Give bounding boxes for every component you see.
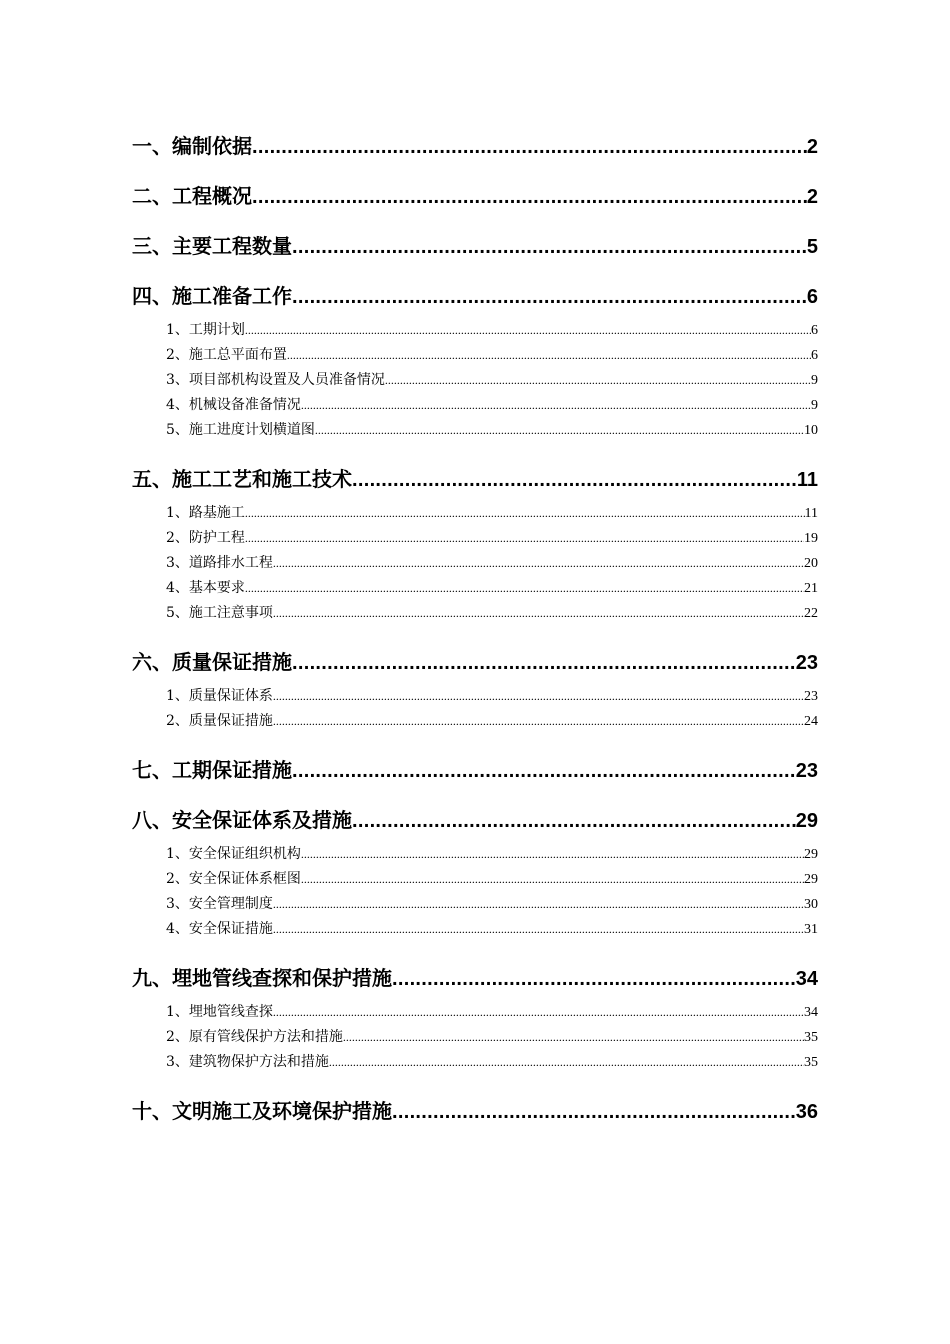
toc-leader-dots <box>252 133 807 160</box>
toc-leader-dots <box>273 601 804 626</box>
toc-leader-dots <box>273 551 804 576</box>
toc-leader-dots <box>273 684 804 709</box>
toc-subsection-8-1[interactable] <box>132 842 818 867</box>
toc-section-1[interactable] <box>132 132 818 160</box>
toc-section-title: 九、埋地管线查探和保护措施 <box>132 966 392 990</box>
toc-subsection-page: 20 <box>804 556 818 571</box>
toc-section-5[interactable] <box>132 465 818 493</box>
toc-section-page: 23 <box>795 760 818 782</box>
toc-subsection-page: 6 <box>811 323 818 338</box>
toc-leader-dots <box>273 709 804 734</box>
toc-section-6[interactable] <box>132 648 818 676</box>
toc-subsection-page: 31 <box>804 922 818 937</box>
toc-leader-dots <box>385 368 811 393</box>
toc-subsection-page: 29 <box>804 872 818 887</box>
toc-subsection-page: 35 <box>804 1055 818 1070</box>
toc-subsection-page: 19 <box>804 531 818 546</box>
toc-subsection-page: 11 <box>804 506 818 521</box>
toc-leader-dots <box>352 807 796 834</box>
toc-subsection-8-4[interactable] <box>132 917 818 942</box>
toc-subsection-title: 3、建筑物保护方法和措施 <box>166 1054 329 1070</box>
toc-subsection-title: 2、原有管线保护方法和措施 <box>166 1029 343 1045</box>
toc-subsection-page: 35 <box>804 1030 818 1045</box>
toc-subsection-4-4[interactable] <box>132 393 818 418</box>
toc-subsection-4-1[interactable] <box>132 318 818 343</box>
toc-subsection-4-5[interactable] <box>132 418 818 443</box>
toc-subsection-page: 24 <box>804 714 818 729</box>
toc-section-7[interactable] <box>132 756 818 784</box>
toc-subsection-title: 4、基本要求 <box>166 580 245 596</box>
toc-subsection-5-1[interactable] <box>132 501 818 526</box>
toc-leader-dots <box>252 183 807 210</box>
toc-section-page: 2 <box>806 186 818 208</box>
toc-section-title: 二、工程概况 <box>132 184 252 208</box>
toc-subsection-page: 10 <box>804 423 818 438</box>
toc-subsection-title: 2、质量保证措施 <box>166 713 273 729</box>
toc-leader-dots <box>343 1025 804 1050</box>
toc-leader-dots <box>287 343 811 368</box>
toc-subsection-8-2[interactable] <box>132 867 818 892</box>
toc-subsection-title: 3、项目部机构设置及人员准备情况 <box>166 372 385 388</box>
toc-subsection-title: 1、路基施工 <box>166 505 245 521</box>
toc-leader-dots <box>315 418 804 443</box>
toc-section-page: 11 <box>796 469 818 491</box>
toc-subsection-page: 34 <box>804 1005 818 1020</box>
toc-section-title: 四、施工准备工作 <box>132 284 292 308</box>
toc-section-page: 29 <box>795 810 818 832</box>
toc-subsection-title: 2、施工总平面布置 <box>166 347 287 363</box>
toc-subsection-9-2[interactable] <box>132 1025 818 1050</box>
toc-section-title: 七、工期保证措施 <box>132 758 292 782</box>
toc-section-8[interactable] <box>132 806 818 834</box>
toc-section-3[interactable] <box>132 232 818 260</box>
toc-subsection-page: 23 <box>804 689 818 704</box>
toc-subsection-title: 2、防护工程 <box>166 530 245 546</box>
toc-subsection-9-1[interactable] <box>132 1000 818 1025</box>
toc-subsection-page: 9 <box>811 398 818 413</box>
toc-subsection-5-3[interactable] <box>132 551 818 576</box>
toc-section-2[interactable] <box>132 182 818 210</box>
toc-section-title: 十、文明施工及环境保护措施 <box>132 1099 392 1123</box>
toc-leader-dots <box>273 892 804 917</box>
toc-subsection-title: 5、施工注意事项 <box>166 605 273 621</box>
toc-section-page: 23 <box>795 652 818 674</box>
toc-subsection-title: 3、安全管理制度 <box>166 896 273 912</box>
toc-section-page: 2 <box>806 136 818 158</box>
toc-leader-dots <box>392 1098 796 1125</box>
toc-subsection-title: 5、施工进度计划横道图 <box>166 422 315 438</box>
toc-leader-dots <box>329 1050 804 1075</box>
toc-subsection-5-5[interactable] <box>132 601 818 626</box>
toc-leader-dots <box>273 1000 804 1025</box>
toc-subsection-6-1[interactable] <box>132 684 818 709</box>
toc-leader-dots <box>352 466 797 493</box>
toc-subsection-page: 29 <box>804 847 818 862</box>
toc-subsection-title: 4、安全保证措施 <box>166 921 273 937</box>
toc-subsection-title: 4、机械设备准备情况 <box>166 397 301 413</box>
toc-section-9[interactable] <box>132 964 818 992</box>
toc-leader-dots <box>292 649 796 676</box>
toc-subsection-8-3[interactable] <box>132 892 818 917</box>
toc-subsection-title: 1、安全保证组织机构 <box>166 846 301 862</box>
toc-section-title: 一、编制依据 <box>132 134 252 158</box>
toc-leader-dots <box>301 867 804 892</box>
toc-subsection-page: 9 <box>811 373 818 388</box>
toc-subsection-page: 30 <box>804 897 818 912</box>
toc-subsection-6-2[interactable] <box>132 709 818 734</box>
toc-leader-dots <box>292 283 807 310</box>
toc-subsection-page: 21 <box>804 581 818 596</box>
toc-subsection-title: 1、埋地管线查探 <box>166 1004 273 1020</box>
toc-leader-dots <box>245 318 811 343</box>
toc-section-title: 五、施工工艺和施工技术 <box>132 467 352 491</box>
toc-subsection-page: 6 <box>811 348 818 363</box>
toc-leader-dots <box>301 842 804 867</box>
toc-section-page: 6 <box>806 286 818 308</box>
toc-section-title: 六、质量保证措施 <box>132 650 292 674</box>
toc-leader-dots <box>292 757 796 784</box>
toc-section-10[interactable] <box>132 1097 818 1125</box>
toc-section-page: 5 <box>806 236 818 258</box>
toc-leader-dots <box>245 526 804 551</box>
toc-leader-dots <box>273 917 804 942</box>
toc-leader-dots <box>292 233 807 260</box>
toc-subsection-9-3[interactable] <box>132 1050 818 1075</box>
toc-subsection-title: 2、安全保证体系框图 <box>166 871 301 887</box>
table-of-contents <box>132 132 818 1125</box>
toc-subsection-title: 1、工期计划 <box>166 322 245 338</box>
toc-subsection-title: 1、质量保证体系 <box>166 688 273 704</box>
toc-subsection-5-4[interactable] <box>132 576 818 601</box>
toc-leader-dots <box>301 393 811 418</box>
toc-leader-dots <box>245 501 805 526</box>
toc-subsection-5-2[interactable] <box>132 526 818 551</box>
toc-subsection-page: 22 <box>804 606 818 621</box>
toc-section-page: 36 <box>795 1101 818 1123</box>
toc-leader-dots <box>392 965 796 992</box>
toc-subsection-4-2[interactable] <box>132 343 818 368</box>
toc-section-title: 三、主要工程数量 <box>132 234 292 258</box>
toc-section-4[interactable] <box>132 282 818 310</box>
toc-subsection-4-3[interactable] <box>132 368 818 393</box>
toc-section-page: 34 <box>795 968 818 990</box>
toc-leader-dots <box>245 576 804 601</box>
toc-subsection-title: 3、道路排水工程 <box>166 555 273 571</box>
toc-section-title: 八、安全保证体系及措施 <box>132 808 352 832</box>
